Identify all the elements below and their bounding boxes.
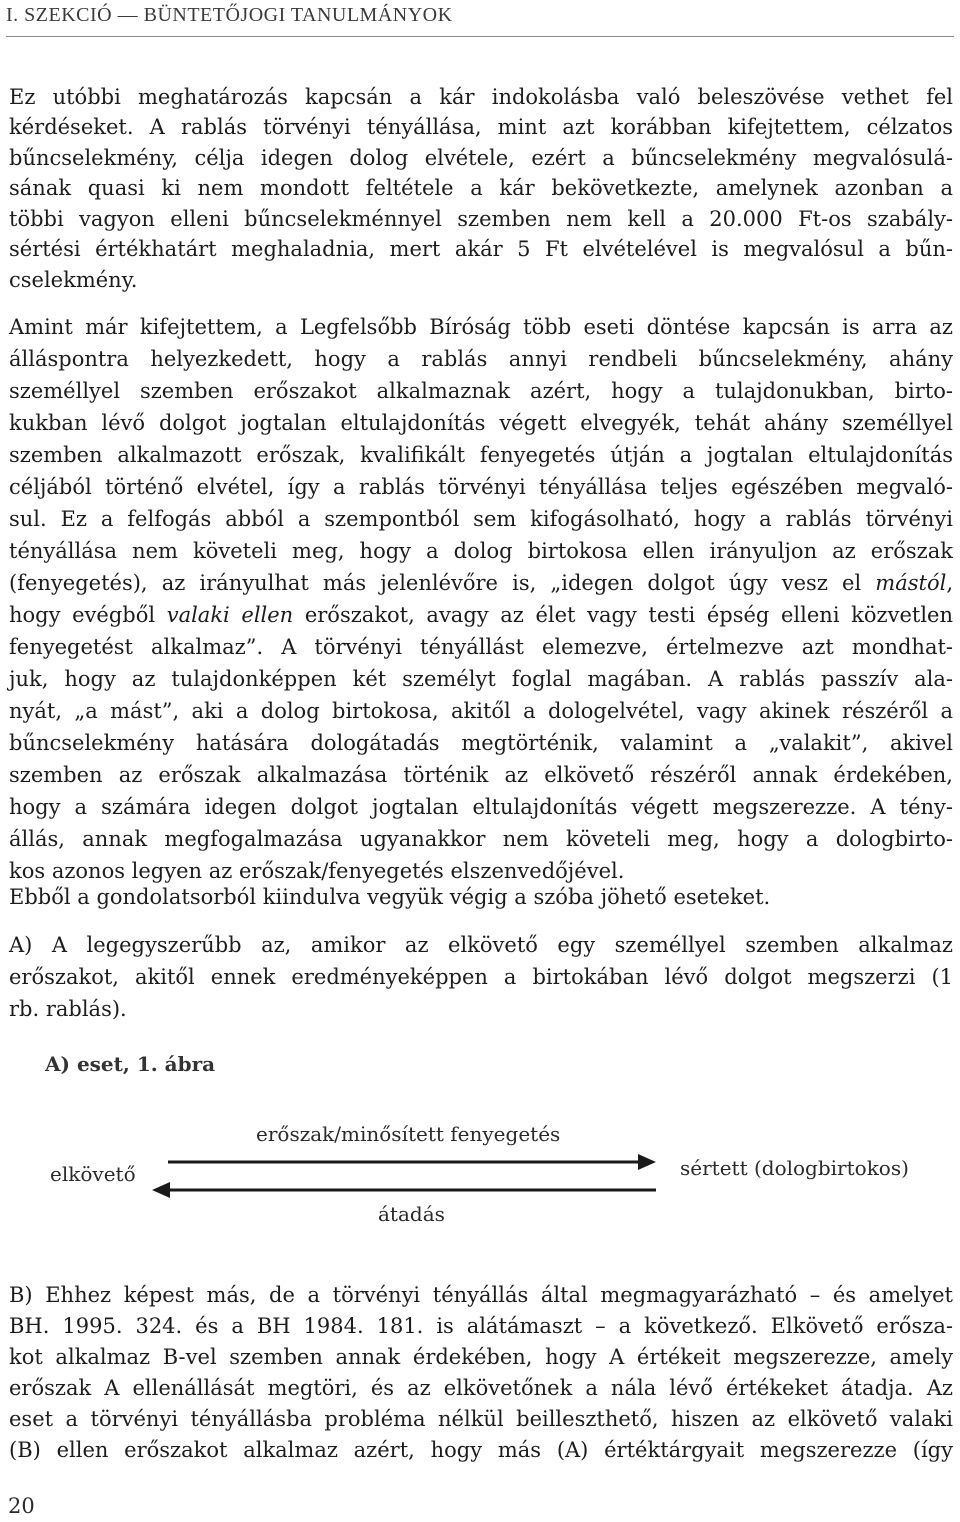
text-line: állás, annak megfogalmazása ugyanakkor nem követeli meg, hogy a dologbirto- (9, 827, 953, 851)
figure-case-a-diagram (0, 1040, 960, 1250)
text-line: B) Ehhez képest más, de a törvényi tényállás által megmagyarázható – és amelyet (9, 1283, 953, 1307)
text-line: céljából történő elvétel, így a rablás törvényi tényállása teljes egészében megvaló- (9, 475, 953, 499)
text-line (9, 598, 953, 632)
text-line: nyát, „a mást”, aki a dolog birtokosa, akitől a dologelvétel, vagy akinek részéről a (9, 699, 953, 723)
text-line: sának quasi ki nem mondott feltétele a kár bekövetkezte, amelynek azonban a (9, 176, 953, 200)
force-threat-label: erőszak/minősített fenyegetés (256, 1122, 561, 1146)
text-line: kos azonos legyen az erőszak/fenyegetés elszenvedőjével. (9, 859, 625, 883)
text-run: , (946, 571, 953, 595)
running-header (6, 2, 954, 37)
text-run: (fenyegetés), az irányulhat más jelenlévőre is, „idegen dolgot úgy vesz el (9, 571, 876, 595)
text-line: kérdéseket. A rablás törvényi tényállása, mint azt korábban kifejtettem, célzatos (9, 115, 953, 139)
text-line: hogy a számára idegen dolgot jogtalan eltulajdonítás végett megszerezze. A tény- (9, 795, 953, 819)
text-line: rb. rablás). (9, 997, 127, 1021)
text-line: Ebből a gondolatsorból kiindulva vegyük végig a szóba jöhető eseteket. (9, 885, 771, 909)
text-line: többi vagyon elleni bűncselekménnyel szemben nem kell a 20.000 Ft-os szabály- (9, 207, 953, 231)
text-line: erőszakot, akitől ennek eredményeképpen a birtokában lévő dolgot megszerzi (1 (9, 965, 953, 989)
arrow-right-icon (168, 1154, 656, 1170)
text-line: BH. 1995. 324. és a BH 1984. 181. is alátámaszt – a következő. Elkövető erősza- (9, 1314, 953, 1338)
offender-label: elkövető (50, 1162, 136, 1186)
handover-label: átadás (378, 1202, 445, 1226)
text-line: tényállása nem követeli meg, hogy a dolog birtokosa ellen irányuljon az erőszak (9, 539, 953, 563)
text-line: erőszak A ellenállását megtöri, és az elkövetőnek a nála lévő értékeket átadja. Az (9, 1376, 953, 1400)
page-number: 20 (8, 1494, 35, 1518)
text-line: eset a törvényi tényállásba probléma nélkül beilleszthető, hiszen az elkövető valaki (9, 1407, 953, 1431)
text-line: juk, hogy az tulajdonképpen két személyt foglal magában. A rablás passzív ala- (9, 667, 953, 691)
running-header-title: I. SZEKCIÓ — BÜNTETŐJOGI TANULMÁNYOK (6, 4, 453, 26)
text-line: bűncselekmény, célja idegen dolog elvétele, ezért a bűncselekmény megvalósulá- (9, 146, 953, 170)
text-line: kot alkalmaz B-vel szemben annak érdekében, hogy A értékeit megszerezze, amely (9, 1345, 953, 1369)
italic-text-run: mástól (875, 571, 947, 595)
text-line: cselekmény. (9, 268, 138, 292)
text-line: sul. Ez a felfogás abból a szempontból sem kifogásolható, hogy a rablás törvényi (9, 507, 953, 531)
text-line: bűncselekmény hatására dologátadás megtörténik, valamint a „valakit”, akivel (9, 731, 953, 755)
text-line: (B) ellen erőszakot alkalmaz azért, hogy más (A) értéktárgyait megszerezze (így (9, 1438, 953, 1462)
figure-title: A) eset, 1. ábra (45, 1052, 216, 1076)
text-run: erőszakot, avagy az élet vagy testi épség elleni közvetlen (293, 603, 953, 627)
text-line (9, 566, 953, 600)
text-line: sértési értékhatárt meghaladnia, mert akár 5 Ft elvételével is megvalósul a bűn- (9, 237, 953, 261)
text-line: álláspontra helyezkedett, hogy a rablás annyi rendbeli bűncselekmény, ahány (9, 347, 953, 371)
text-line: szemben az erőszak alkalmazása történik az elkövető részéről annak érdekében, (9, 763, 953, 787)
italic-text-run: valaki ellen (166, 603, 294, 627)
text-line: Ez utóbbi meghatározás kapcsán a kár indokolásba való beleszövése vethet fel (9, 85, 953, 109)
text-run: hogy evégből (9, 603, 167, 627)
text-line: személlyel szemben erőszakot alkalmaznak azért, hogy a tulajdonukban, birto- (9, 379, 953, 403)
text-line: A) A legegyszerűbb az, amikor az elkövető egy személlyel szemben alkalmaz (9, 933, 953, 957)
text-line: fenyegetést alkalmaz”. A törvényi tényállást elemezve, értelmezve azt mondhat- (9, 635, 953, 659)
text-line: Amint már kifejtettem, a Legfelsőbb Bíróság több eseti döntése kapcsán is arra az (9, 315, 953, 339)
text-line: szemben alkalmazott erőszak, kvalifikált fenyegetés útján a jogtalan eltulajdonítás (9, 443, 953, 467)
victim-label: sértett (dologbirtokos) (680, 1156, 909, 1180)
text-line: kukban lévő dolgot jogtalan eltulajdonítás végett elvegyék, tehát ahány személlyel (9, 411, 953, 435)
arrow-left-icon (152, 1182, 656, 1198)
